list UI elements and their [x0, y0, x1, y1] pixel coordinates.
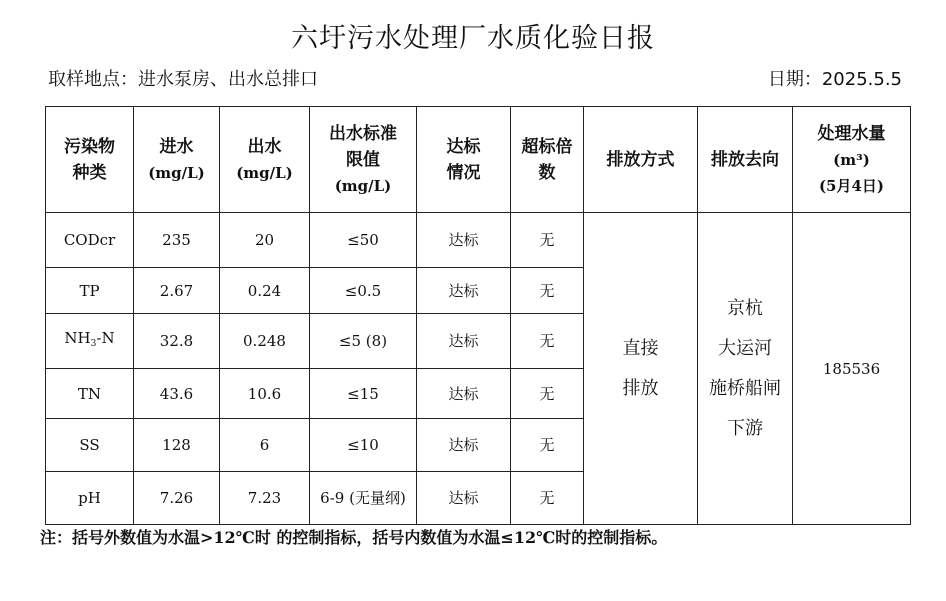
- discharge-method-line2: 排放: [622, 377, 659, 399]
- treated-volume: 185536: [793, 213, 911, 525]
- header-inflow: [134, 107, 220, 213]
- destination-line2: 大运河: [718, 337, 772, 359]
- footnote: 注：括号外数值为水温>12℃时 的控制指标，括号内数值为水温≤12℃时的控制指标。: [40, 528, 668, 547]
- header-limit: [310, 107, 417, 213]
- header-limit-line2: 限值: [346, 149, 380, 170]
- outflow-value: 6: [220, 419, 310, 472]
- report-date: 日期：2025.5.5: [767, 69, 902, 90]
- outflow-value: 10.6: [220, 369, 310, 419]
- outflow-value: 0.24: [220, 268, 310, 314]
- exceed-value: 无: [511, 268, 584, 314]
- limit-value: 6-9 (无量纲): [310, 472, 417, 525]
- status-value: 达标: [417, 419, 511, 472]
- limit-value: ≤50: [310, 213, 417, 268]
- pollutant-name: CODcr: [46, 213, 134, 268]
- exceed-value: 无: [511, 213, 584, 268]
- header-exceed-line1: 超标倍: [521, 136, 573, 157]
- status-value: 达标: [417, 268, 511, 314]
- header-inflow-line1: 进水: [159, 136, 194, 157]
- limit-value: ≤10: [310, 419, 417, 472]
- header-pollutant: [46, 107, 134, 213]
- inflow-value: 43.6: [134, 369, 220, 419]
- status-value: 达标: [417, 213, 511, 268]
- header-pollutant-line2: 种类: [72, 162, 107, 183]
- discharge-method-line1: 直接: [622, 337, 659, 359]
- header-limit-line1: 出水标准: [329, 123, 397, 144]
- pollutant-subscript: 3: [90, 339, 97, 349]
- table-row: [46, 213, 911, 268]
- inflow-value: 235: [134, 213, 220, 268]
- exceed-value: 无: [511, 314, 584, 369]
- limit-value: ≤5 (8): [310, 314, 417, 369]
- header-volume: [793, 107, 911, 213]
- outflow-value: 0.248: [220, 314, 310, 369]
- header-volume-date: (5月4日): [818, 176, 885, 195]
- pollutant-tail: -N: [96, 329, 115, 347]
- header-exceed-line2: 数: [538, 162, 556, 183]
- destination-line3: 施桥船闸: [709, 377, 781, 399]
- destination-line1: 京杭: [727, 297, 763, 319]
- header-status-line1: 达标: [446, 136, 481, 157]
- header-outflow-unit: (mg/L): [236, 163, 293, 182]
- inflow-value: 32.8: [134, 314, 220, 369]
- header-outflow: [220, 107, 310, 213]
- header-status: [417, 107, 511, 213]
- limit-value: ≤0.5: [310, 268, 417, 314]
- table-header-row: [46, 107, 911, 213]
- header-volume-unit: (m³): [833, 150, 870, 169]
- exceed-value: 无: [511, 369, 584, 419]
- header-limit-unit: (mg/L): [334, 176, 392, 195]
- header-method: 排放方式: [584, 107, 698, 213]
- outflow-value: 20: [220, 213, 310, 268]
- header-inflow-unit: (mg/L): [148, 163, 205, 182]
- exceed-value: 无: [511, 472, 584, 525]
- discharge-destination: [698, 213, 793, 525]
- limit-value: ≤15: [310, 369, 417, 419]
- destination-line4: 下游: [727, 417, 763, 439]
- header-status-line2: 情况: [446, 162, 481, 183]
- water-quality-table: [45, 106, 911, 525]
- inflow-value: 2.67: [134, 268, 220, 314]
- pollutant-name: [46, 314, 134, 369]
- status-value: 达标: [417, 369, 511, 419]
- status-value: 达标: [417, 472, 511, 525]
- inflow-value: 128: [134, 419, 220, 472]
- pollutant-name: TP: [46, 268, 134, 314]
- header-destination: 排放去向: [698, 107, 793, 213]
- header-outflow-line1: 出水: [247, 136, 282, 157]
- exceed-value: 无: [511, 419, 584, 472]
- inflow-value: 7.26: [134, 472, 220, 525]
- pollutant-name: SS: [46, 419, 134, 472]
- status-value: 达标: [417, 314, 511, 369]
- sampling-location: 取样地点：进水泵房、出水总排口: [48, 69, 318, 90]
- header-pollutant-line1: 污染物: [64, 136, 115, 157]
- pollutant-name: TN: [46, 369, 134, 419]
- report-title: 六圩污水处理厂水质化验日报: [291, 23, 655, 54]
- header-exceed: [511, 107, 584, 213]
- header-volume-line1: 处理水量: [817, 123, 886, 144]
- pollutant-main: NH: [64, 329, 91, 347]
- outflow-value: 7.23: [220, 472, 310, 525]
- discharge-method: [584, 213, 698, 525]
- pollutant-name: pH: [46, 472, 134, 525]
